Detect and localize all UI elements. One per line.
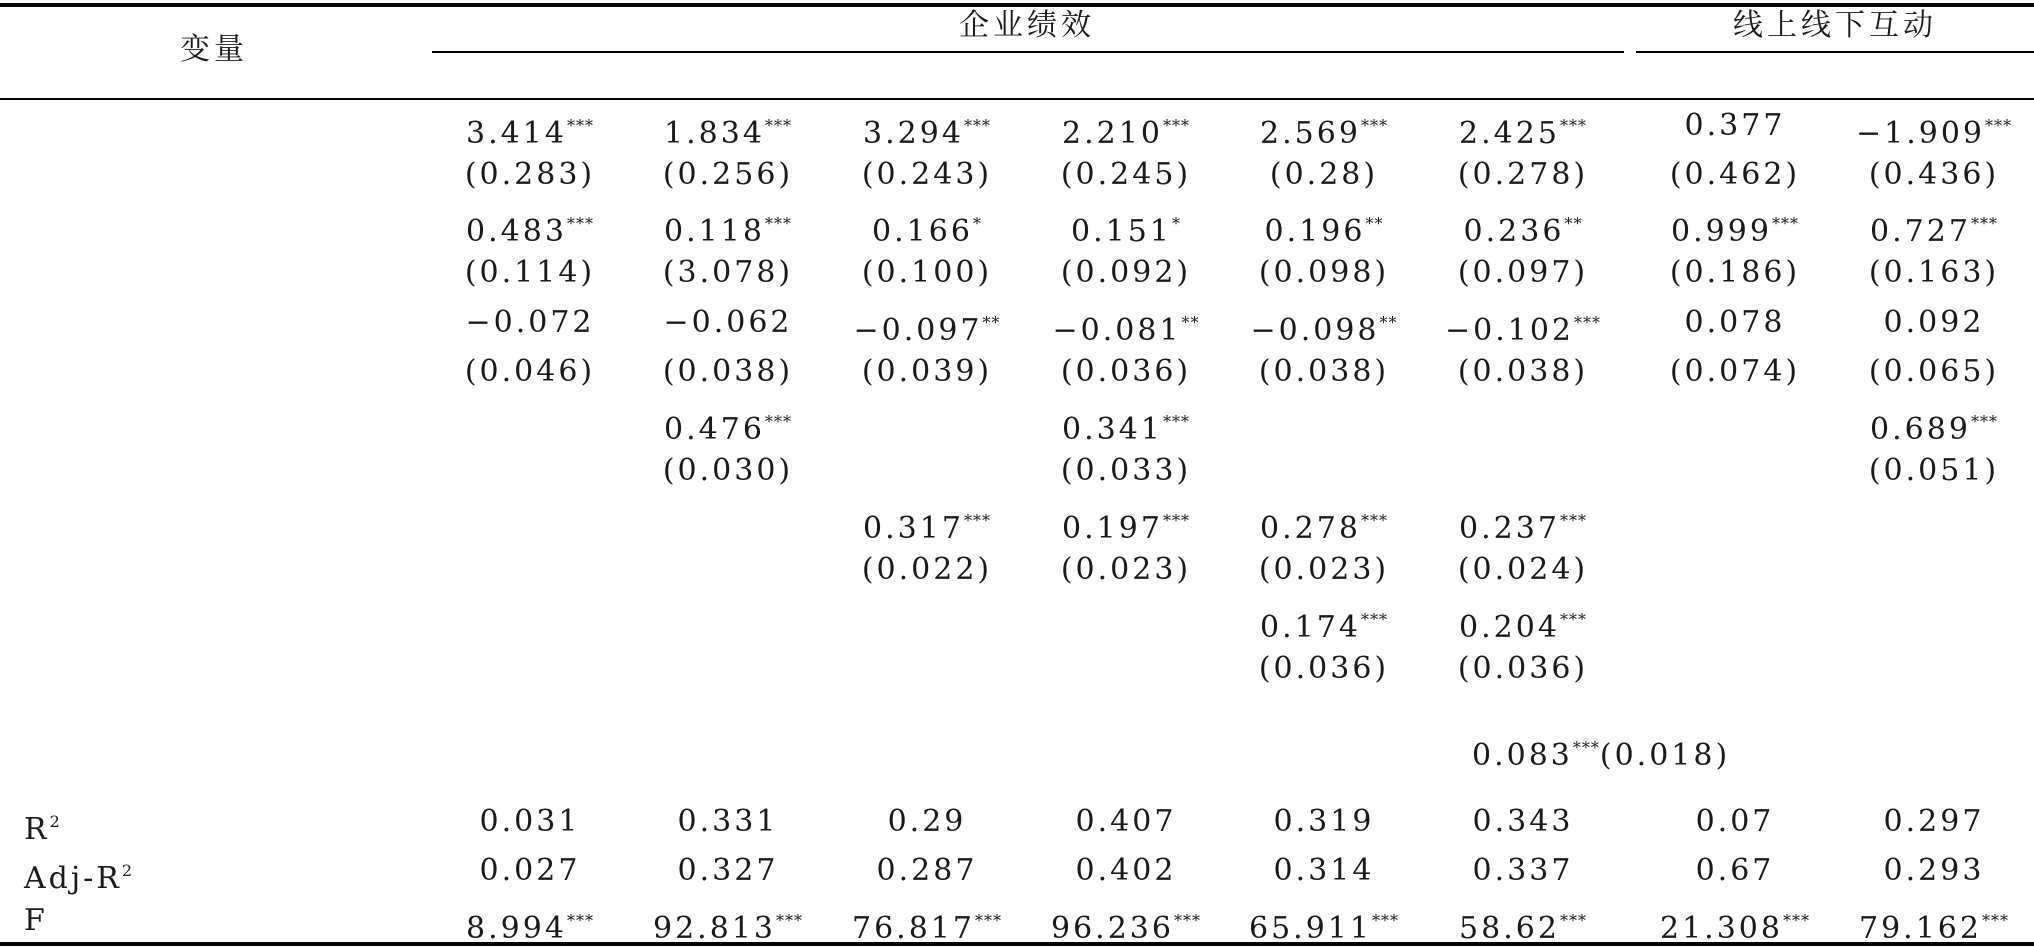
se-cell: (0.038) [662,354,794,389]
stat-label [24,853,133,897]
se-cell: (0.046) [464,354,596,389]
se-cell: (0.036) [1457,651,1589,686]
stat-cell [430,804,630,840]
coef-cell [1224,305,1424,349]
significance-stars: *** [1360,511,1388,530]
stat-cell [1635,804,1835,840]
group-rule-performance [432,51,1624,53]
cell-value: 0.118 [664,214,765,249]
cell-value: 0.327 [677,853,779,888]
coef-cell [1224,206,1424,250]
se-cell: (0.245) [1060,157,1192,192]
stat-label-text: R [24,812,50,847]
cell-value: −0.081 [1052,313,1182,348]
significance-stars: *** [775,911,803,930]
cell-value: 0.174 [1260,610,1361,645]
significance-stars: *** [1162,511,1190,530]
se-cell: (0.036) [1060,354,1192,389]
cell-value: 0.236 [1463,214,1565,249]
coef-cell [628,206,828,250]
cell-value: 0.314 [1273,853,1375,888]
coef-cell [1635,206,1835,250]
coef-cell [827,503,1027,547]
interaction-value [1472,730,1730,774]
header-rule [0,98,2034,100]
cell-value: 76.817 [852,911,975,946]
se-cell: (0.283) [464,157,596,192]
stat-cell [628,903,828,947]
coef-cell [827,108,1027,152]
significance-stars: * [972,214,982,233]
cell-value: 0.331 [677,804,779,839]
se-cell: (0.243) [861,157,993,192]
stat-cell [628,804,828,840]
significance-stars: *** [1574,313,1602,332]
coef-cell [628,108,828,152]
stat-label-superscript: 2 [121,861,134,880]
coef-cell [1834,108,2034,152]
cell-value: −0.072 [465,305,595,340]
cell-value: 0.689 [1870,412,1971,447]
stat-label-superscript: 2 [49,812,61,831]
coef-cell [430,108,630,152]
cell-value: 0.166 [872,214,973,249]
stat-cell [1635,903,1835,947]
se-cell: (0.436) [1868,157,2000,192]
significance-stars: *** [1985,116,2013,135]
se-cell: (0.039) [861,354,993,389]
significance-stars: ** [1181,313,1200,332]
se-cell: (0.098) [1258,255,1390,290]
cell-value: 0.293 [1883,853,1985,888]
cell-value: −0.098 [1250,313,1380,348]
cell-value: 0.337 [1472,853,1574,888]
cell-value: 0.196 [1264,214,1366,249]
cell-value: 0.402 [1075,853,1177,888]
significance-stars: *** [1970,412,1998,431]
se-cell: (0.030) [662,453,794,488]
significance-stars: *** [1559,610,1587,629]
cell-value: −0.062 [663,305,793,340]
stat-cell [430,853,630,889]
cell-value: 0.151 [1071,214,1172,249]
coef-cell [430,305,630,341]
stat-label [24,804,61,848]
stat-cell [827,804,1027,840]
cell-value: 0.29 [887,804,967,839]
cell-value: 0.476 [664,412,765,447]
significance-stars: *** [1572,738,1600,757]
coef-cell [1423,305,1623,349]
coef-cell [1026,206,1226,250]
coef-cell [1423,108,1623,152]
cell-value: 58.62 [1459,911,1560,946]
coef-cell [1026,305,1226,349]
header-group-performance: 企业绩效 [959,8,1095,43]
coef-cell [1834,206,2034,250]
significance-stars: *** [1559,116,1587,135]
stat-cell [1834,804,2034,840]
coef-cell [1423,602,1623,646]
significance-stars: *** [1981,911,2009,930]
significance-stars: *** [1970,214,1998,233]
cell-value: 0.092 [1883,305,1985,340]
cell-value: 0.341 [1062,412,1163,447]
cell-value: 0.078 [1684,305,1786,340]
se-cell: (0.022) [861,552,993,587]
cell-value: −1.909 [1855,116,1986,151]
significance-stars: *** [1371,911,1399,930]
cell-value: 0.727 [1870,214,1971,249]
coef-cell [1224,602,1424,646]
cell-value: 2.210 [1062,116,1163,151]
stat-cell [827,853,1027,889]
se-cell: (0.024) [1457,552,1589,587]
coef-cell [1026,108,1226,152]
significance-stars: ** [982,313,1001,332]
significance-stars: *** [1162,412,1190,431]
se-cell: (0.28) [1269,157,1379,192]
se-cell: (0.038) [1258,354,1390,389]
significance-stars: *** [1782,911,1810,930]
stat-cell [1224,853,1424,889]
se-cell: (0.074) [1669,354,1801,389]
stat-cell [1423,804,1623,840]
group-rule-interaction [1636,51,2034,53]
cell-value: 65.911 [1249,911,1372,946]
coef-cell [827,305,1027,349]
cell-value: 0.407 [1075,804,1177,839]
top-rule [0,3,2034,7]
significance-stars: *** [1360,610,1388,629]
se-cell: (0.186) [1669,255,1801,290]
se-cell: (0.163) [1868,255,2000,290]
significance-stars: *** [1559,911,1587,930]
coef-cell [1834,305,2034,341]
se-value: (0.018) [1599,738,1731,773]
significance-stars: *** [963,511,991,530]
significance-stars: *** [1173,911,1201,930]
cell-value: 0.204 [1459,610,1560,645]
coef-cell [1635,305,1835,341]
significance-stars: *** [764,214,792,233]
stat-cell [1423,853,1623,889]
coef-cell [628,305,828,341]
cell-value: 3.294 [863,116,964,151]
stat-cell [1834,853,2034,889]
cell-value: 2.425 [1459,116,1560,151]
stat-cell [628,853,828,889]
cell-value: 0.343 [1472,804,1574,839]
stat-cell [827,903,1027,947]
significance-stars: *** [1162,116,1190,135]
header-group-interaction: 线上线下互动 [1733,8,1937,43]
significance-stars: * [1171,214,1181,233]
cell-value: 0.317 [863,511,964,546]
se-cell: (0.036) [1258,651,1390,686]
cell-value: 0.027 [479,853,581,888]
cell-value: 0.278 [1260,511,1361,546]
cell-value: 21.308 [1660,911,1783,946]
stat-cell [430,903,630,947]
cell-value: 0.377 [1684,108,1786,143]
se-cell: (0.065) [1868,354,2000,389]
se-cell: (0.038) [1457,354,1589,389]
coef-cell [430,206,630,250]
cell-value: 2.569 [1260,116,1361,151]
coef-cell [1423,503,1623,547]
se-cell: (0.033) [1060,453,1192,488]
stat-cell [1635,853,1835,889]
stat-cell [1224,903,1424,947]
coef-cell [1026,404,1226,448]
se-cell: (0.100) [861,255,993,290]
significance-stars: *** [764,116,792,135]
cell-value: 8.994 [466,911,567,946]
cell-value: 79.162 [1859,911,1982,946]
significance-stars: ** [1379,313,1398,332]
cell-value: 0.319 [1273,804,1375,839]
stat-cell [1423,903,1623,947]
coef-cell [1224,108,1424,152]
cell-value: 0.297 [1883,804,1985,839]
significance-stars: *** [963,116,991,135]
se-cell: (0.092) [1060,255,1192,290]
cell-value: 0.197 [1062,511,1163,546]
se-cell: (3.078) [662,255,794,290]
stat-cell [1026,804,1226,840]
cell-value: 0.07 [1695,804,1775,839]
cell-value: −0.102 [1444,313,1575,348]
coef-cell [1635,108,1835,144]
significance-stars: *** [974,911,1002,930]
cell-value: 0.287 [876,853,978,888]
coef-cell [1423,206,1623,250]
significance-stars: *** [1559,511,1587,530]
cell-value: −0.097 [853,313,983,348]
cell-value: 0.031 [479,804,581,839]
se-cell: (0.462) [1669,157,1801,192]
significance-stars: *** [1360,116,1388,135]
cell-value: 0.999 [1671,214,1772,249]
se-cell: (0.278) [1457,157,1589,192]
stat-cell [1026,903,1226,947]
significance-stars: *** [1771,214,1799,233]
coef-cell [1026,503,1226,547]
se-cell: (0.256) [662,157,794,192]
cell-value: 0.483 [466,214,567,249]
se-cell: (0.023) [1060,552,1192,587]
se-cell: (0.097) [1457,255,1589,290]
header-variable: 变量 [180,32,248,67]
cell-value: 96.236 [1051,911,1174,946]
cell-value: 0.67 [1695,853,1775,888]
cell-value: 3.414 [466,116,567,151]
se-cell: (0.051) [1868,453,2000,488]
stat-cell [1224,804,1424,840]
stat-cell [1026,853,1226,889]
significance-stars: ** [1564,214,1583,233]
se-cell: (0.114) [464,255,596,290]
cell-value: 92.813 [653,911,776,946]
stat-label-text: F [24,903,48,938]
cell-value: 0.083 [1472,738,1573,773]
significance-stars: *** [566,214,594,233]
cell-value: 0.237 [1459,511,1560,546]
stat-label [24,903,48,939]
significance-stars: *** [566,116,594,135]
coef-cell [1224,503,1424,547]
significance-stars: *** [566,911,594,930]
stat-label-text: Adj-R [24,861,122,896]
coef-cell [827,206,1027,250]
significance-stars: *** [764,412,792,431]
stat-cell [1834,903,2034,947]
coef-cell [628,404,828,448]
significance-stars: ** [1365,214,1384,233]
cell-value: 1.834 [664,116,765,151]
coef-cell [1834,404,2034,448]
se-cell: (0.023) [1258,552,1390,587]
